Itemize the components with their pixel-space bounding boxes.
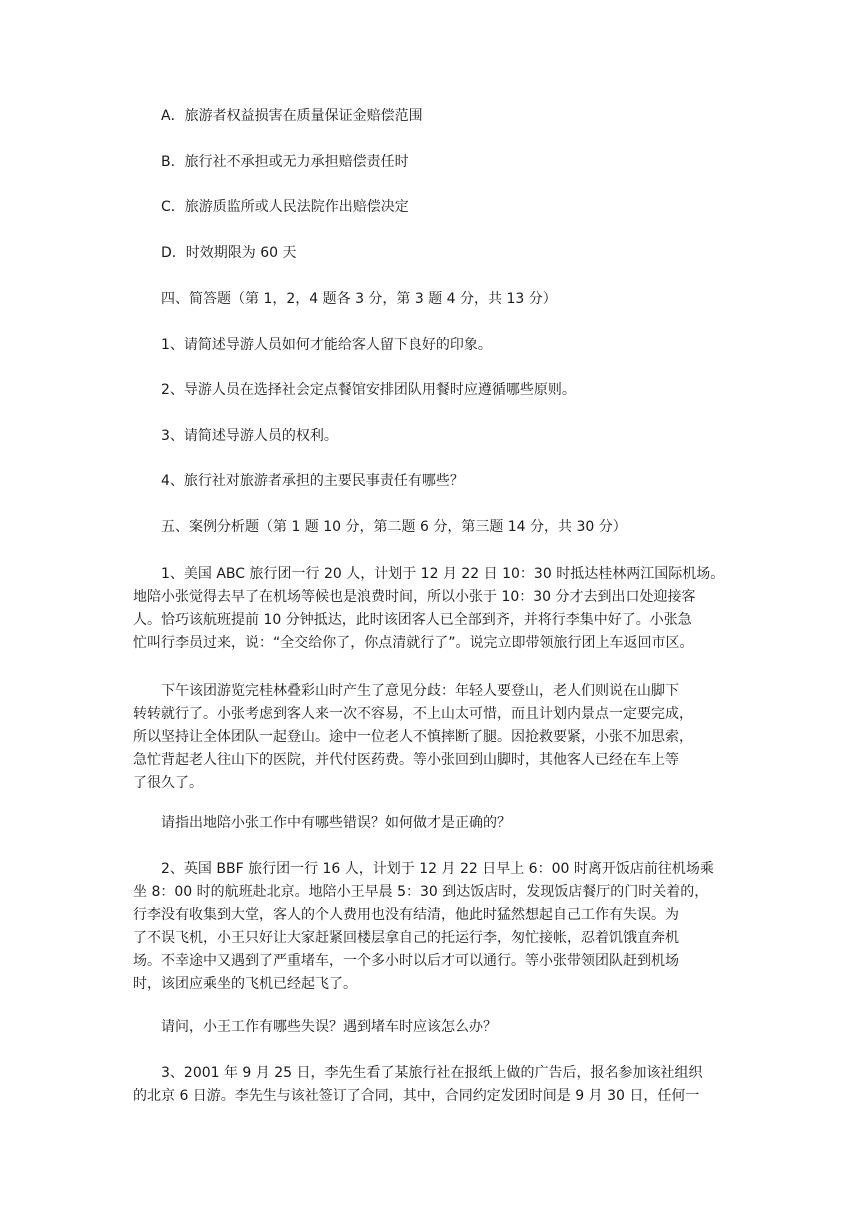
case1-p1-line-4: 忙叫行李员过来，说：“全交给你了，你点清就行了”。说完立即带领旅行团上车返回市区。 [133,635,694,651]
section4-question-2: 2、导游人员在选择社会定点餐馆安排团队用餐时应遵循哪些原则。 [161,382,576,398]
case2-p1-line-1: 2、英国 BBF 旅行团一行 16 人，计划于 12 月 22 日早上 6：00 时离开饭店前往机场乘 [161,861,714,877]
case1-p2-line-4: 急忙背起老人往山下的医院，并代付医药费。等小张回到山脚时，其他客人已经在车上等 [133,752,679,768]
option-d: D．时效期限为 60 天 [161,245,297,261]
case1-paragraph-1 [133,563,733,655]
section4-question-1: 1、请简述导游人员如何才能给客人留下良好的印象。 [161,337,492,353]
case2-p1-line-4: 了不误飞机，小王只好让大家赶紧回楼层拿自己的托运行李，匆忙接帐，忍着饥饿直奔机 [133,930,679,946]
case3-p1-line-1: 3、2001 年 9 月 25 日，李先生看了某旅行社在报纸上做的广告后，报名参加该社组织 [161,1065,703,1081]
case3-paragraph-1 [133,1062,733,1108]
case1-p1-line-2: 地陪小张觉得去早了在机场等候也是浪费时间，所以小张于 10：30 分才去到出口处迎接客 [133,589,696,605]
case3-p1-line-2: 的北京 6 日游。李先生与该社签订了合同，其中，合同约定发团时间是 9 月 30 日，任何一 [133,1088,700,1104]
case1-p2-line-3: 所以坚持让全体团队一起登山。途中一位老人不慎摔断了腿。因抢救要紧，小张不加思索， [133,729,693,745]
case2-p1-line-5: 场。不幸途中又遇到了严重堵车，一个多小时以后才可以通行。等小张带领团队赶到机场 [133,953,679,969]
case2-p1-line-2: 坐 8：00 时的航班赴北京。地陪小王早晨 5：30 到达饭店时，发现饭店餐厅的门时关着的， [133,884,709,900]
option-b: B．旅行社不承担或无力承担赔偿责任时 [161,154,409,170]
case2-paragraph-1 [133,858,733,996]
case1-p2-line-1: 下午该团游览完桂林叠彩山时产生了意见分歧：年轻人要登山，老人们则说在山脚下 [161,683,679,699]
section4-question-3: 3、请简述导游人员的权利。 [161,428,338,444]
section5-title: 五、案例分析题（第 1 题 10 分，第二题 6 分，第三题 14 分，共 30 分） [161,519,627,535]
case1-p1-line-1: 1、美国 ABC 旅行团一行 20 人，计划于 12 月 22 日 10：30 时抵达桂林两江国际机场。 [161,566,725,582]
case1-p2-line-2: 转转就行了。小张考虑到客人来一次不容易，不上山太可惜，而且计划内景点一定要完成， [133,706,693,722]
case1-p1-line-3: 人。恰巧该航班提前 10 分钟抵达，此时该团客人已全部到齐，并将行李集中好了。小张急 [133,612,692,628]
case2-p1-line-3: 行李没有收集到大堂，客人的个人费用也没有结清，他此时猛然想起自己工作有失误。为 [133,907,679,923]
option-a: A．旅游者权益损害在质量保证金赔偿范围 [161,108,423,124]
option-c: C．旅游质监所或人民法院作出赔偿决定 [161,199,409,215]
section4-question-4: 4、旅行社对旅游者承担的主要民事责任有哪些？ [161,473,464,489]
case1-paragraph-2 [133,680,733,795]
case2-question: 请问，小王工作有哪些失误？遇到堵车时应该怎么办？ [161,1019,497,1035]
case1-question: 请指出地陪小张工作中有哪些错误？如何做才是正确的？ [161,815,511,831]
section4-title: 四、简答题（第 1，2，4 题各 3 分，第 3 题 4 分，共 13 分） [161,291,557,307]
case2-p1-line-6: 时，该团应乘坐的飞机已经起飞了。 [133,976,357,992]
case1-p2-line-5: 了很久了。 [133,775,203,791]
